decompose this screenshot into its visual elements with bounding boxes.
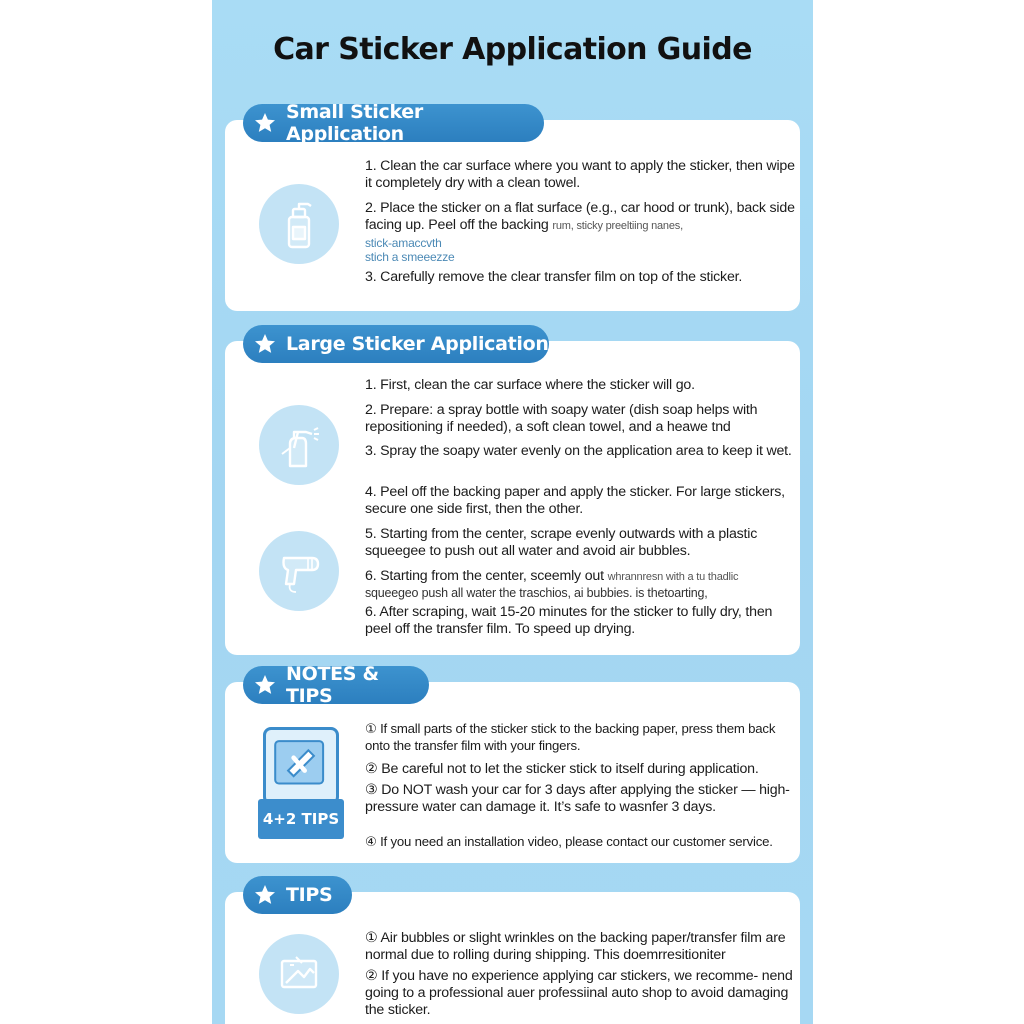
large-sticker-heading <box>243 325 549 363</box>
note-4: ④ If you need an installation video, please contact our customer service. <box>365 834 773 849</box>
page-title: Car Sticker Application Guide <box>273 32 752 67</box>
spray-can-icon <box>259 184 339 264</box>
heat-gun-icon <box>259 531 339 611</box>
note-1: ① If small parts of the sticker stick to the backing paper, press them back onto the transfer film with your fingers. <box>365 721 776 753</box>
tips-heading <box>243 876 352 914</box>
large-sticker-card <box>225 341 800 655</box>
large-sticker-heading-label: Large Sticker Application <box>286 333 549 355</box>
small-step-2-text: 2. Place the sticker on a flat surface (e.g., car hood or trunk), back side facing up. Peel off the backing <box>365 200 795 233</box>
small-step-2-garbled: rum, sticky preeltiing nanes, <box>552 220 683 232</box>
small-sticker-card <box>225 120 800 311</box>
small-step-2 <box>365 200 797 235</box>
tips-badge-label: 4+2 TIPS <box>258 799 344 839</box>
tips-badge <box>258 727 344 839</box>
note-3: ③ Do NOT wash your car for 3 days after applying the sticker — high-pressure water can damage it. It’s safe to wasnfer 3 days. <box>365 782 790 815</box>
large-step-6a-garbled: whrannresn with a tu thadlic <box>607 571 739 583</box>
small-step-1: 1. Clean the car surface where you want to apply the sticker, then wipe it completely dry with a clean towel. <box>365 158 795 191</box>
large-step-5: 5. Starting from the center, scrape evenly outwards with a plastic squeegee to push out all water and avoid air bubbles. <box>365 526 758 559</box>
large-garbled-line: squeegeo push all water the traschios, ai bubbies. is thetoarting, <box>365 586 708 600</box>
small-sticker-heading <box>243 101 544 145</box>
large-step-6b: 6. After scraping, wait 15-20 minutes for the sticker to fully dry, then peel off the transfer film. To speed up drying. <box>365 604 773 637</box>
star-icon <box>253 883 277 907</box>
large-step-1: 1. First, clean the car surface where the sticker will go. <box>365 377 695 393</box>
star-icon <box>253 332 277 356</box>
note-2: ② Be careful not to let the sticker stick to itself during application. <box>365 761 759 777</box>
notes-tips-heading-label: NOTES & TIPS <box>286 663 379 707</box>
tip-2: ② If you have no experience applying car stickers, we recomme- nend going to a professional auer professiinal auto shop to avoid damaging the sticker. <box>365 968 793 1018</box>
large-step-2: 2. Prepare: a spray bottle with soapy water (dish soap helps with repositioning if needed), a soft clean towel, and a heawe tnd <box>365 402 758 435</box>
large-step-3: 3. Spray the soapy water evenly on the application area to keep it wet. <box>365 443 792 459</box>
star-icon <box>253 673 277 697</box>
tip-1: ① Air bubbles or slight wrinkles on the backing paper/transfer film are normal due to rolling during shipping. This doemrresitioniter <box>365 930 786 963</box>
tips-heading-label: TIPS <box>286 884 333 906</box>
notes-tips-heading <box>243 663 429 707</box>
guide-poster <box>212 0 813 1024</box>
squeegee-icon <box>263 727 339 805</box>
star-icon <box>253 111 277 135</box>
large-step-4: 4. Peel off the backing paper and apply the sticker. For large stickers, secure one side first, then the other. <box>365 484 785 517</box>
notes-tips-card <box>225 682 800 863</box>
small-garbled-line-1: stick-amaccvth <box>365 236 442 250</box>
small-step-3: 3. Carefully remove the clear transfer film on top of the sticker. <box>365 269 743 285</box>
car-window-icon <box>259 934 339 1014</box>
small-sticker-heading-label: Small Sticker Application <box>286 101 423 145</box>
spray-bottle-icon <box>259 405 339 485</box>
large-step-6a <box>365 568 797 586</box>
small-garbled-line-2: stich a smeeezze <box>365 250 455 264</box>
large-step-6a-text: 6. Starting from the center, sceemly out <box>365 568 604 584</box>
